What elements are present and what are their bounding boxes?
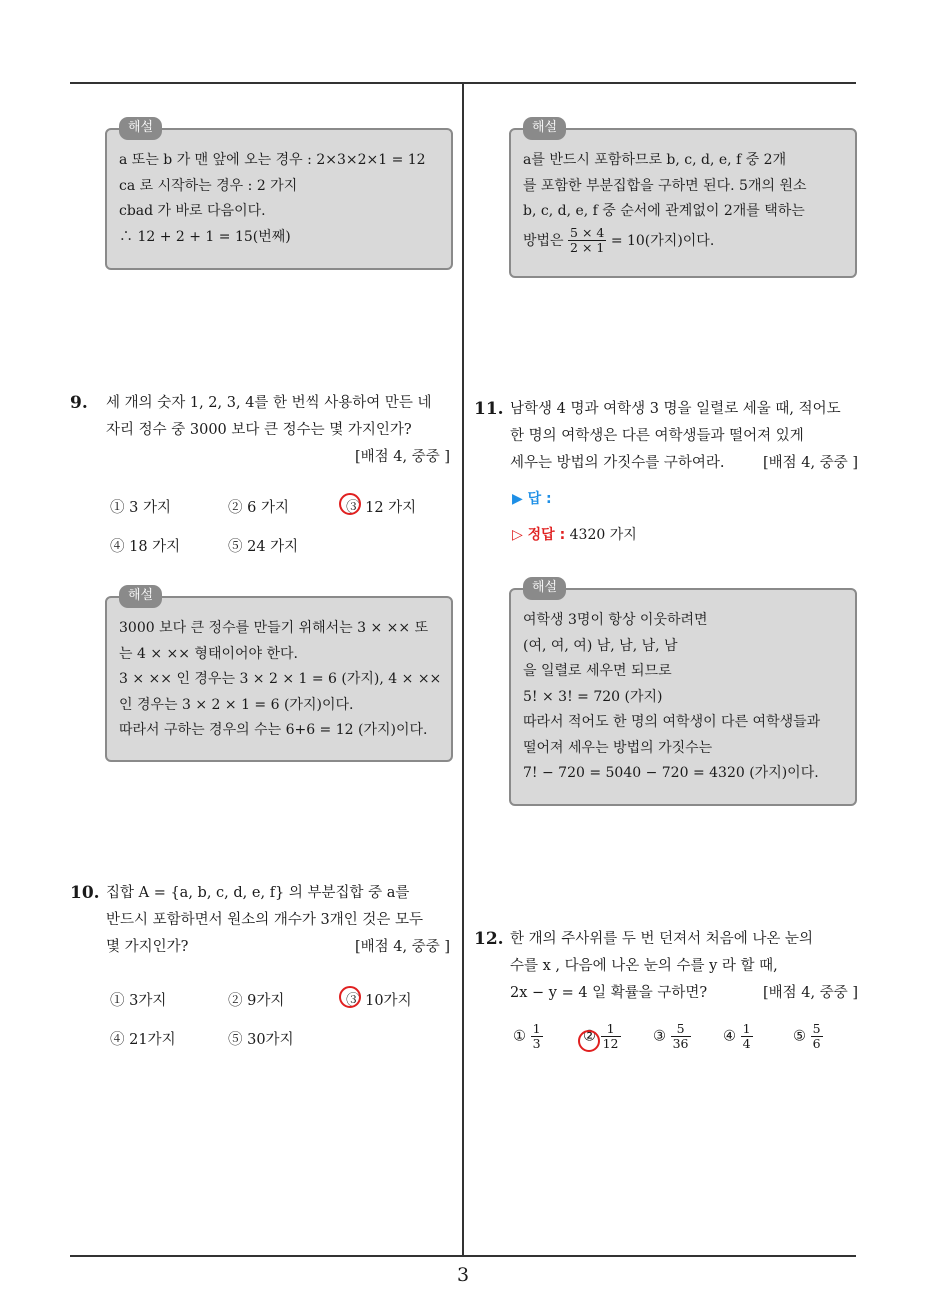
choice-10-4[interactable]: ④ 21가지 <box>110 1032 176 1048</box>
solution-line: 7! − 720 = 5040 − 720 = 4320 (가지)이다. <box>523 765 819 781</box>
choice-9-1[interactable]: ① 3 가지 <box>110 500 171 516</box>
solution-line: 여학생 3명이 항상 이웃하려면 <box>523 612 708 628</box>
fraction-numerator: 1 <box>742 1021 751 1036</box>
fraction-numerator: 5 × 4 <box>570 225 605 240</box>
solution-line: a 또는 b 가 맨 앞에 오는 경우 : 2×3×2×1 = 12 <box>119 152 426 168</box>
fraction-denominator: 12 <box>602 1036 619 1051</box>
question-number: 11. <box>474 399 504 419</box>
question-number: 12. <box>474 929 504 949</box>
question-line-text: 2x − y = 4 일 확률을 구하면? <box>510 985 708 1001</box>
question-line: 집합 A = {a, b, c, d, e, f} 의 부분집합 중 a를 <box>106 885 410 901</box>
question-number: 10. <box>70 883 100 903</box>
solution-line: 따라서 적어도 한 명의 여학생이 다른 여학생들과 <box>523 714 821 730</box>
question-10 <box>70 880 450 970</box>
question-line <box>510 450 858 477</box>
question-line: 남학생 4 명과 여학생 3 명을 일렬로 세울 때, 적어도 <box>510 401 841 417</box>
question-line-text: 몇 가지인가? <box>106 939 189 955</box>
solution-line: a를 반드시 포함하므로 b, c, d, e, f 중 2개 <box>523 152 787 168</box>
solution-line: b, c, d, e, f 중 순서에 관계없이 2개를 택하는 <box>523 203 805 219</box>
fraction <box>741 1022 753 1051</box>
fraction-denominator: 6 <box>812 1036 821 1051</box>
answer-label: ▶ 답 : <box>512 491 552 507</box>
solution-line: 5! × 3! = 720 (가지) <box>523 688 663 705</box>
fraction-numerator: 1 <box>601 1022 621 1037</box>
solution-line: ∴ 12 + 2 + 1 = 15(번째) <box>119 228 291 245</box>
question-line <box>106 934 450 961</box>
solution-suffix: = 10(가지)이다. <box>610 232 715 249</box>
solution-box-8 <box>105 120 453 270</box>
solution-line: (여, 여, 여) 남, 남, 남, 남 <box>523 637 678 654</box>
score-label: [배점 4, 중중 ] <box>354 939 450 955</box>
choice-9-2[interactable]: ② 6 가지 <box>228 500 289 516</box>
question-line: 자리 정수 중 3000 보다 큰 정수는 몇 가지인가? <box>106 422 412 438</box>
question-line: 한 개의 주사위를 두 번 던져서 처음에 나온 눈의 <box>510 931 814 947</box>
score-label: [배점 4, 중중 ] <box>762 455 858 471</box>
bottom-rule <box>70 1255 856 1257</box>
selected-answer-circle <box>578 1030 600 1052</box>
choice-10-2[interactable]: ② 9가지 <box>228 993 285 1009</box>
fraction <box>671 1022 691 1051</box>
solution-line: 를 포함한 부분집합을 구하면 된다. 5개의 원소 <box>523 177 807 194</box>
fraction-numerator: 5 <box>812 1021 821 1036</box>
choice-12-3[interactable] <box>653 1022 691 1051</box>
solution-line: 인 경우는 3 × 2 × 1 = 6 (가지)이다. <box>119 696 354 713</box>
score-label: [배점 4, 중중 ] <box>354 449 450 465</box>
solution-tag: 해설 <box>119 585 162 608</box>
solution-line: 따라서 구하는 경우의 수는 6+6 = 12 (가지)이다. <box>119 722 428 738</box>
question-line-text: 세우는 방법의 가짓수를 구하여라. <box>510 455 725 471</box>
choice-10-1[interactable]: ① 3가지 <box>110 993 167 1009</box>
selected-answer-circle <box>339 493 361 515</box>
fraction <box>811 1022 823 1051</box>
column-divider <box>462 82 464 1256</box>
fraction-denominator: 2 × 1 <box>570 240 605 255</box>
choice-10-3[interactable]: ③ 10가지 <box>346 993 412 1009</box>
fraction <box>601 1022 621 1051</box>
choice-mark: ① <box>513 1028 526 1045</box>
solution-tag: 해설 <box>523 577 566 600</box>
solution-line: ca 로 시작하는 경우 : 2 가지 <box>119 177 298 194</box>
choice-9-3[interactable]: ③ 12 가지 <box>346 500 417 516</box>
question-line <box>510 980 858 1007</box>
solution-box-9 <box>105 588 453 762</box>
question-9 <box>70 390 450 470</box>
page-number: 3 <box>456 1264 470 1286</box>
solution-line: 떨어져 세우는 방법의 가짓수는 <box>523 739 713 756</box>
choice-12-5[interactable] <box>793 1022 823 1051</box>
fraction-numerator: 5 <box>671 1022 691 1037</box>
question-line: 수를 x , 다음에 나온 눈의 수를 y 라 할 때, <box>510 958 778 974</box>
fraction-denominator: 3 <box>532 1036 541 1051</box>
question-11 <box>474 396 858 480</box>
correct-answer-label: ▷ 정답 : <box>512 527 566 543</box>
solution-line: 을 일렬로 세우면 되므로 <box>523 663 672 679</box>
solution-line: 3 × ×× 인 경우는 3 × 2 × 1 = 6 (가지), 4 × ×× <box>119 671 442 687</box>
fraction-numerator: 1 <box>532 1021 541 1036</box>
solution-box-11 <box>509 580 857 806</box>
fraction-denominator: 4 <box>742 1036 751 1051</box>
question-line: 한 명의 여학생은 다른 여학생들과 떨어져 있게 <box>510 428 804 444</box>
fraction <box>531 1022 543 1051</box>
fraction <box>568 226 606 255</box>
question-line: 반드시 포함하면서 원소의 개수가 3개인 것은 모두 <box>106 912 424 928</box>
score-label: [배점 4, 중중 ] <box>762 985 858 1001</box>
solution-tag: 해설 <box>523 117 566 140</box>
solution-tag: 해설 <box>119 117 162 140</box>
choice-9-5[interactable]: ⑤ 24 가지 <box>228 539 299 555</box>
choice-mark: ④ <box>723 1028 736 1045</box>
fraction-denominator: 36 <box>672 1036 689 1051</box>
question-number: 9. <box>70 393 88 413</box>
question-12 <box>474 926 858 1010</box>
selected-answer-circle <box>339 986 361 1008</box>
choice-mark: ⑤ <box>793 1028 806 1045</box>
correct-answer <box>512 524 637 544</box>
solution-line: 는 4 × ×× 형태이어야 한다. <box>119 645 298 662</box>
solution-line-fraction <box>523 225 843 257</box>
solution-line: cbad 가 바로 다음이다. <box>119 203 266 219</box>
solution-box-10 <box>509 120 857 278</box>
solution-prefix: 방법은 <box>523 232 564 249</box>
correct-answer-value: 4320 가지 <box>569 527 637 543</box>
choice-10-5[interactable]: ⑤ 30가지 <box>228 1032 294 1048</box>
question-line: 세 개의 숫자 1, 2, 3, 4를 한 번씩 사용하여 만든 네 <box>106 395 432 411</box>
choice-12-4[interactable] <box>723 1022 753 1051</box>
choice-mark: ② <box>583 1028 596 1045</box>
choice-mark: ③ <box>653 1028 666 1045</box>
choice-9-4[interactable]: ④ 18 가지 <box>110 539 181 555</box>
solution-line: 3000 보다 큰 정수를 만들기 위해서는 3 × ×× 또 <box>119 620 429 636</box>
choice-12-1[interactable] <box>513 1022 543 1051</box>
